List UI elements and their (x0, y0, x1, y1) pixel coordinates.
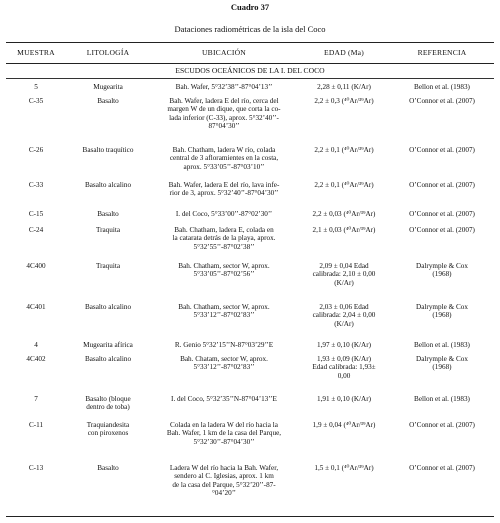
cell-muestra: 5 (34, 83, 38, 91)
cell-edad: 2,28 ± 0,11 (K/Ar) (317, 83, 371, 91)
cell-edad: 1,91 ± 0,10 (K/Ar) (316, 395, 372, 403)
header-referencia: REFERENCIA (417, 48, 467, 57)
cell-edad: 2,2 ± 0,3 (⁴⁰Ar/³⁹Ar) (314, 97, 374, 105)
cell-referencia: Dalrymple & Cox (1968) (416, 262, 468, 279)
cell-ubicacion: Colada en la ladera W del río hacia la Bah. Wafer, 1 km de la casa del Parque, 5°32’30’’-87°04’30’’ (166, 421, 282, 446)
cell-referencia: O’Connor et al. (2007) (409, 97, 475, 105)
cell-edad: 2,2 ± 0,03 (⁴⁰Ar/³⁹Ar) (312, 210, 376, 218)
header-litologia: LITOLOGÍA (86, 48, 130, 57)
cell-muestra: C-26 (28, 146, 44, 154)
cell-litologia: Mugearita afírica (83, 341, 133, 349)
cell-ubicacion: I. del Coco, 5°32’35’’N-87°04’13’’E (171, 395, 277, 403)
cell-edad: 1,93 ± 0,09 (K/Ar) Edad calibrada: 1,93± 0,00 (312, 355, 376, 380)
cell-edad: 1,9 ± 0,04 (⁴⁰Ar/³⁹Ar) (312, 421, 376, 429)
cell-litologia: Basalto alcalino (84, 303, 132, 311)
cell-edad: 2,1 ± 0,03 (⁴⁰Ar/³⁹Ar) (312, 226, 376, 234)
cell-ubicacion: Bah. Chatam, sector W, aprox. 5°33’12’’-87°02’83’’ (180, 355, 268, 372)
cell-litologia: Basalto traquítico (82, 146, 134, 154)
cell-ubicacion: Bah. Chatham, sector W, aprox. 5°33’05’’-87°02’56’’ (178, 262, 270, 279)
cell-referencia: Bellon et al. (1983) (414, 83, 470, 91)
cell-edad: 2,2 ± 0,1 (⁴⁰Ar/³⁹Ar) (314, 146, 374, 154)
cell-muestra: C-13 (28, 464, 44, 472)
cell-muestra: C-15 (28, 210, 44, 218)
cell-edad: 1,5 ± 0,1 (⁴⁰Ar/³⁹Ar) (314, 464, 374, 472)
cell-litologia: Traquiandesita con piroxenos (86, 421, 130, 438)
cell-litologia: Basalto alcalino (84, 181, 132, 189)
cell-litologia: Basalto (97, 464, 119, 472)
cell-ubicacion: Bah. Wafer, 5°32’38’’-87°04’13’’ (175, 83, 273, 91)
cell-muestra: C-24 (28, 226, 44, 234)
header-muestra: MUESTRA (17, 48, 55, 57)
cell-litologia: Basalto (97, 210, 119, 218)
cell-edad: 2,03 ± 0,06 Edad calibrada: 2,04 ± 0,00 (K/Ar) (312, 303, 376, 328)
cell-muestra: 4C400 (26, 262, 46, 270)
header-edad: EDAD (Ma) (324, 48, 364, 57)
rule-bottom (6, 516, 494, 517)
cell-litologia: Basalto alcalino (84, 355, 132, 363)
cell-muestra: 7 (34, 395, 38, 403)
cell-litologia: Mugearita (93, 83, 123, 91)
cell-litologia: Traquita (95, 226, 121, 234)
cell-ubicacion: Bah. Chatham, ladera E, colada en la catarata detrás de la playa, aprox. 5°32’55’’-87°02’38’’ (172, 226, 276, 251)
cell-ubicacion: Bah. Wafer, ladera E del río, lava infe- rior de 3, aprox. 5°32’40’’-87°04’30’’ (168, 181, 280, 198)
cell-referencia: O’Connor et al. (2007) (409, 181, 475, 189)
cell-muestra: C-33 (28, 181, 44, 189)
section-heading: ESCUDOS OCEÁNICOS DE LA I. DEL COCO (175, 66, 325, 75)
cell-referencia: O’Connor et al. (2007) (409, 226, 475, 234)
table-number: Cuadro 37 (230, 2, 270, 12)
table-title: Dataciones radiométricas de la isla del Coco (174, 24, 326, 34)
rule-top (6, 42, 494, 43)
cell-edad: 2,2 ± 0,1 (⁴⁰Ar/³⁹Ar) (314, 181, 374, 189)
cell-referencia: O’Connor et al. (2007) (409, 146, 475, 154)
cell-referencia: O’Connor et al. (2007) (409, 421, 475, 429)
cell-muestra: C-35 (28, 97, 44, 105)
header-ubicacion: UBICACIÓN (202, 48, 246, 57)
cell-ubicacion: Bah. Wafer, ladera E del río, cerca del margen W de un dique, que corta la co- lada inferior (C-33), aprox. 5°32’40’’- 87°04’30’’ (167, 97, 281, 131)
cell-muestra: 4C402 (26, 355, 46, 363)
cell-litologia: Traquita (95, 262, 121, 270)
cell-referencia: O’Connor et al. (2007) (409, 464, 475, 472)
cell-referencia: Dalrymple & Cox (1968) (416, 355, 468, 372)
cell-ubicacion: Ladera W del río hacia la Bah. Wafer, sendero al C. Iglesias, aprox. 1 km de la casa del Parque, 5°32’20’’-87- °04’20’’ (169, 464, 279, 498)
cell-referencia: Dalrymple & Cox (1968) (416, 303, 468, 320)
cell-edad: 2,09 ± 0,04 Edad calibrada: 2,10 ± 0,00 (K/Ar) (312, 262, 376, 287)
cell-ubicacion: R. Genio 5°32’15’’N-87°03’29’’E (174, 341, 274, 349)
cell-referencia: O’Connor et al. (2007) (409, 210, 475, 218)
cell-referencia: Bellon et al. (1983) (414, 395, 470, 403)
cell-referencia: Bellon et al. (1983) (414, 341, 470, 349)
cell-ubicacion: I. del Coco, 5°33’00’’-87°02’30’’ (175, 210, 273, 218)
cell-litologia: Basalto (97, 97, 119, 105)
cell-litologia: Basalto (bloque dentro de toba) (85, 395, 131, 412)
rule-under-header (6, 63, 494, 64)
cell-edad: 1,97 ± 0,10 (K/Ar) (316, 341, 372, 349)
cell-muestra: 4C401 (26, 303, 46, 311)
cell-muestra: 4 (34, 341, 38, 349)
cell-ubicacion: Bah. Chatham, ladera W río, colada central de 3 afloramientes en la costa, aprox. 5°33’05’’-87°03’10’’ (169, 146, 279, 171)
cell-ubicacion: Bah. Chatham, sector W, aprox. 5°33’12’’-87°02’83’’ (178, 303, 270, 320)
rule-under-section (6, 78, 494, 79)
cell-muestra: C-11 (28, 421, 44, 429)
